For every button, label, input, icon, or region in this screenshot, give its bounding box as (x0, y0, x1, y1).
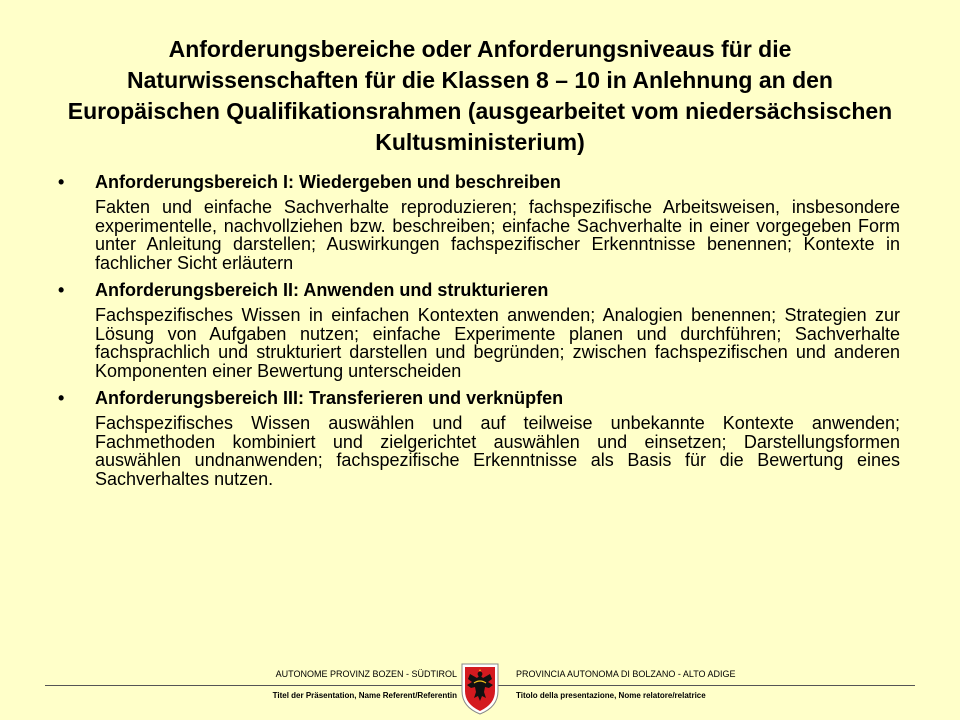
bullet-list (58, 170, 900, 488)
footer-presentation-title-german: Titel der Präsentation, Name Referent/Referentin (272, 691, 457, 700)
bullet-dot: • (58, 280, 65, 300)
section-body: Fachspezifisches Wissen auswählen und auf teilweise unbekannte Kontexte anwenden; Fachmethoden kombiniert und zielgerichtet auswählen und einsetzen; Darstellungsformen auswählen undnanwenden; fachspezifische Erkenntnisse als Basis für die Bewertung eines Sachverhaltes nutzen. (95, 413, 900, 489)
section-body: Fachspezifisches Wissen in einfachen Kontexten anwenden; Analogien benennen; Strategien zur Lösung von Aufgaben nutzen; einfache Experimente planen und durchführen; Sachverhalte fachsprachlich und strukturiert darstellen und begründen; zwischen fachspezifischen und anderen Komponenten einer Bewertung unterscheiden (95, 305, 900, 381)
section-anforderungsbereich-3 (58, 386, 900, 488)
bullet-dot: • (58, 388, 65, 408)
footer-province-german: AUTONOME PROVINZ BOZEN - SÜDTIROL (275, 669, 457, 679)
slide-title: Anforderungsbereiche oder Anforderungsniveaus für die Naturwissenschaften für die Klassen 8 – 10 in Anlehnung an den Europäischen Qualifikationsrahmen (ausgearbeitet vom niedersächsischen Kultusministerium) (67, 36, 893, 155)
section-anforderungsbereich-1 (58, 170, 900, 272)
footer-presentation-title-italian: Titolo della presentazione, Nome relatore/relatrice (516, 691, 706, 700)
section-heading: Anforderungsbereich III: Transferieren und verknüpfen (95, 388, 564, 408)
bullet-dot: • (58, 172, 65, 192)
footer-province-italian: PROVINCIA AUTONOMA DI BOLZANO - ALTO ADIGE (516, 669, 736, 679)
section-anforderungsbereich-2 (58, 278, 900, 380)
section-heading: Anforderungsbereich II: Anwenden und strukturieren (95, 280, 549, 300)
section-body: Fakten und einfache Sachverhalte reproduzieren; fachspezifische Arbeitsweisen, insbesondere experimentelle, nachvollziehen bzw. beschreiben; einfache Sachverhalte in einer vorgegeben Form unter Anleitung darstellen; Auswirkungen fachspezifischer Erkenntnisse benennen; Kontexte in fachlicher Sicht erläutern (95, 197, 900, 273)
section-heading: Anforderungsbereich I: Wiedergeben und beschreiben (95, 172, 561, 192)
slide-footer (0, 658, 960, 720)
eagle-crest-icon (459, 661, 501, 717)
